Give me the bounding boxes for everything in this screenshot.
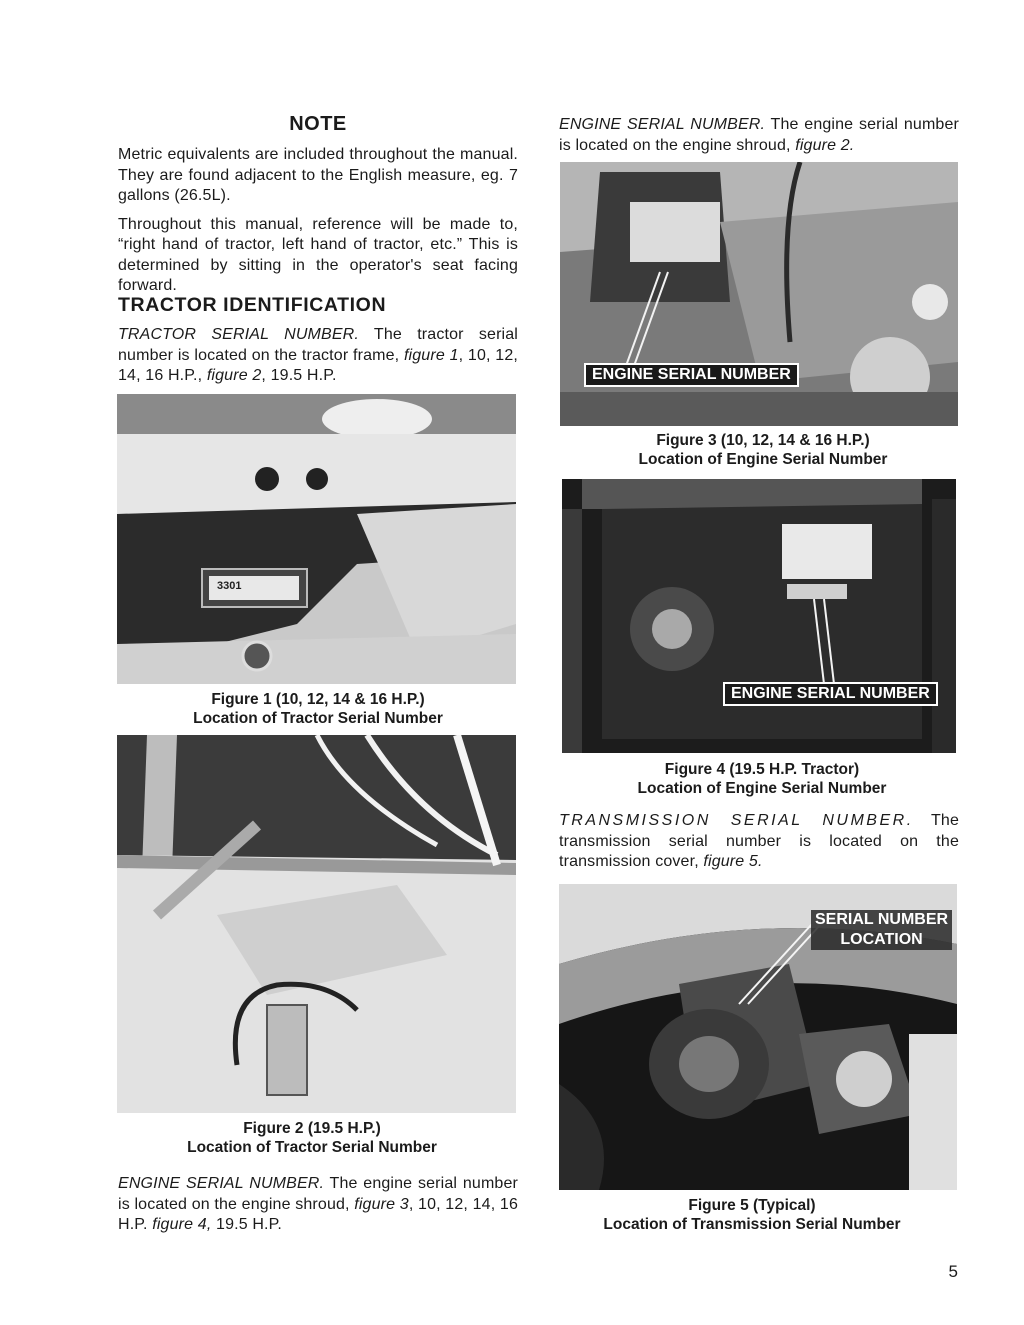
figure-5-label-line-2: LOCATION [840, 931, 923, 948]
engine-serial-text-right: The engine serial number is located on the engine shroud, [559, 116, 959, 154]
figure-2-photo [117, 735, 516, 1113]
transmission-serial-lead: TRANSMISSION SERIAL NUMBER. [559, 812, 914, 829]
engine-figure-ref-2: figure 2. [795, 136, 855, 154]
figure-4-caption-line-2: Location of Engine Serial Number [637, 780, 887, 797]
note-paragraph-2: Throughout this manual, reference will be made to, “right hand of tractor, left hand of tractor, etc.” This is determined by sitting in the operator's seat facing forward. [118, 215, 518, 294]
transmission-figure-ref-5: figure 5. [703, 853, 763, 870]
transmission-serial-text: The transmission serial number is located on the transmission cover, [559, 812, 959, 870]
engine-serial-paragraph-left [118, 1174, 518, 1236]
figure-5-label-line-1: SERIAL NUMBER [815, 911, 949, 928]
figure-1-serial-plate: 3301 [217, 580, 242, 592]
figure-3-caption-line-1: Figure 3 (10, 12, 14 & 16 H.P.) [656, 432, 870, 449]
figure-1-photo [117, 394, 516, 684]
tractor-serial-lead: TRACTOR SERIAL NUMBER. [118, 326, 359, 343]
figure-3-caption [563, 431, 963, 469]
figure-5-serial-number-label [811, 910, 952, 950]
figure-4-caption [562, 760, 962, 798]
figure-1-caption-line-1: Figure 1 (10, 12, 14 & 16 H.P.) [211, 691, 425, 708]
note-heading: NOTE [289, 113, 347, 135]
figure-1-caption [118, 690, 518, 728]
figure-5-caption-line-2: Location of Transmission Serial Number [603, 1216, 901, 1233]
engine-serial-text-a: The engine serial number is located on the engine shroud, [118, 1175, 518, 1213]
engine-serial-lead-left: ENGINE SERIAL NUMBER. [118, 1175, 325, 1192]
transmission-serial-paragraph [559, 811, 959, 873]
figure-1-caption-line-2: Location of Tractor Serial Number [193, 710, 443, 727]
tractor-serial-text-b: , 10, 12, 14, 16 H.P., [118, 346, 518, 384]
tractor-figure-ref-1: figure 1 [403, 346, 459, 364]
tractor-identification-heading: TRACTOR IDENTIFICATION [118, 294, 387, 316]
tractor-figure-ref-2: figure 2 [206, 367, 262, 384]
engine-serial-text-b: , 10, 12, 14, 16 H.P. [118, 1195, 518, 1233]
engine-figure-ref-4: figure 4, [152, 1216, 212, 1233]
engine-serial-paragraph-right [559, 115, 959, 156]
engine-serial-text-c: 19.5 H.P. [211, 1216, 283, 1233]
tractor-serial-text-c: , 19.5 H.P. [261, 367, 337, 384]
note-block [118, 145, 518, 297]
figure-5-caption [552, 1196, 952, 1234]
engine-serial-lead-right: ENGINE SERIAL NUMBER. [559, 116, 766, 133]
figure-4-caption-line-1: Figure 4 (19.5 H.P. Tractor) [664, 761, 860, 778]
figure-5-caption-line-1: Figure 5 (Typical) [688, 1197, 816, 1214]
tractor-serial-paragraph [118, 325, 518, 387]
figure-3-photo [560, 162, 958, 426]
figure-2-caption [112, 1119, 512, 1157]
figure-3-caption-line-2: Location of Engine Serial Number [638, 451, 888, 468]
figure-2-caption-line-1: Figure 2 (19.5 H.P.) [243, 1120, 381, 1137]
figure-4-photo [562, 479, 956, 753]
figure-5-photo [559, 884, 957, 1190]
note-paragraph-1: Metric equivalents are included throughout the manual. They are found adjacent to the English measure, eg. 7 gallons (26.5L). [118, 146, 518, 204]
figure-4-engine-serial-label: ENGINE SERIAL NUMBER [723, 682, 938, 706]
figure-2-caption-line-2: Location of Tractor Serial Number [187, 1139, 437, 1156]
engine-figure-ref-3: figure 3 [354, 1195, 409, 1213]
page-number: 5 [948, 1262, 958, 1281]
figure-3-engine-serial-label: ENGINE SERIAL NUMBER [584, 363, 799, 387]
tractor-serial-text-a: The tractor serial number is located on the tractor frame, [118, 326, 519, 364]
